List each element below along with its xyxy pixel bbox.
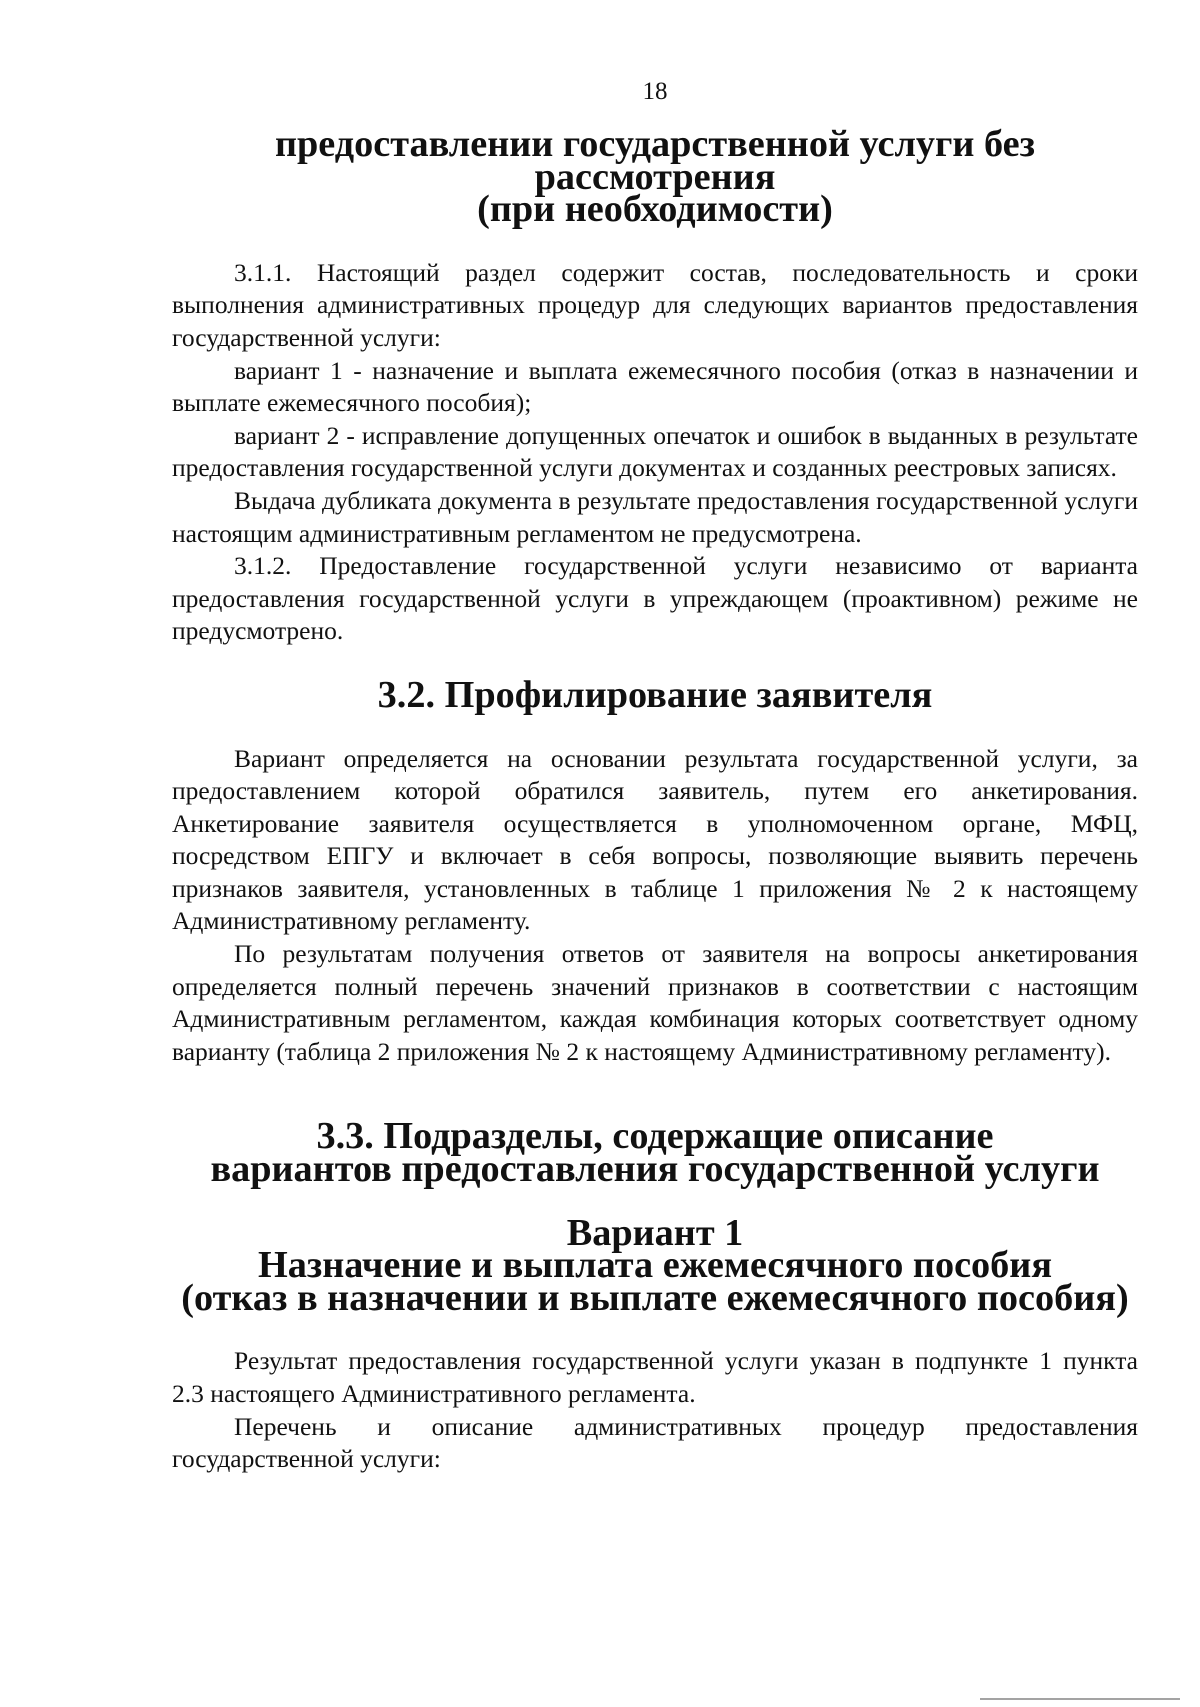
paragraph-procedures: Перечень и описание административных процедур предоставления государственной услуги:	[172, 1411, 1138, 1474]
page-content	[172, 123, 1138, 1476]
scan-edge-mark	[980, 1698, 1180, 1703]
subsections-heading	[172, 1115, 1138, 1191]
paragraph-variant-1: вариант 1 - назначение и выплата ежемесячного пособия (отказ в назначении и выплате ежемесячного пособия);	[172, 355, 1138, 418]
page-number: 18	[642, 78, 668, 105]
paragraph-result: Результат предоставления государственной услуги указан в подпункте 1 пункта 2.3 настоящего Административного регламента.	[172, 1346, 1138, 1408]
paragraph-profiling-results: По результатам получения ответов от заявителя на вопросы анкетирования определяется полный перечень значений признаков в соответствии с настоящим Административным регламентом, каждая комбинация которых соответствует одному варианту (таблица 2 приложения № 2 к настоящему Административному регламенту).	[172, 939, 1138, 1066]
intro-heading	[172, 123, 1138, 231]
paragraph-variant-2: вариант 2 - исправление допущенных опечаток и ошибок в выданных в результате предоставления государственной услуги документах и созданных реестровых записях.	[172, 420, 1138, 483]
paragraph-3-1-1: 3.1.1. Настоящий раздел содержит состав, последовательность и сроки выполнения административных процедур для следующих вариантов предоставления государственной услуги:	[172, 257, 1138, 352]
paragraph-duplicate-note: Выдача дубликата документа в результате предоставления государственной услуги настоящим административным регламентом не предусмотрена.	[172, 485, 1138, 548]
variant-heading-line: Назначение и выплата ежемесячного пособия	[257, 1244, 1053, 1287]
variant-heading-line: Вариант 1	[566, 1211, 744, 1254]
paragraph-3-1-2: 3.1.2. Предоставление государственной услуги независимо от варианта предоставления государственной услуги в упреждающем (проактивном) режиме не предусмотрено.	[172, 551, 1138, 646]
variant-1-heading	[172, 1211, 1138, 1319]
intro-heading-line: предоставлении государственной услуги без рассмотрения	[274, 123, 1035, 198]
subsections-heading-line: 3.3. Подразделы, содержащие описание	[316, 1115, 994, 1158]
profiling-heading: 3.2. Профилирование заявителя	[377, 673, 933, 716]
intro-heading-line: (при необходимости)	[477, 188, 833, 231]
paragraph-profiling-definition: Вариант определяется на основании результата государственной услуги, за предоставлением которой обратился заявитель, путем его анкетирования. Анкетирование заявителя осуществляется в уполномоченном органе, МФЦ, посредством ЕПГУ и включает в себя вопросы, позволяющие выявить перечень признаков заявителя, установленных в таблице 1 приложения № 2 к настоящему Административному регламенту.	[172, 743, 1138, 936]
subsections-heading-line: вариантов предоставления государственной услуги	[210, 1148, 1100, 1191]
variant-heading-line: (отказ в назначении и выплате ежемесячного пособия)	[181, 1276, 1129, 1319]
